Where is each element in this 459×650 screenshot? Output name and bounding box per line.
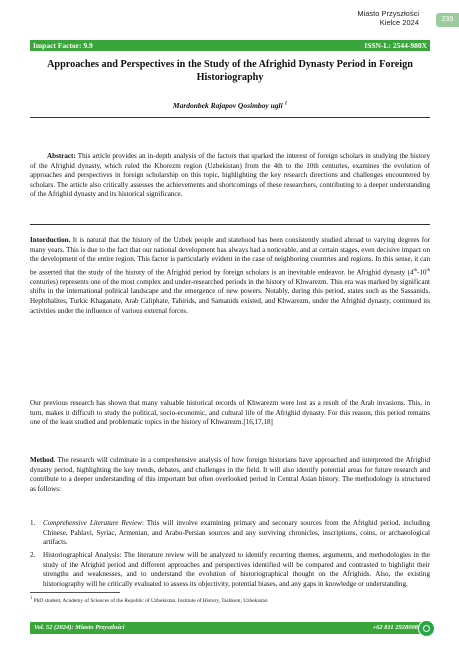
header-bar [30,40,430,51]
divider-top [30,117,430,118]
footnote [30,595,268,604]
intro-text-a: It is natural that the history of the Uzbek people and statehood has been consistently studied abroad to varying degrees for many years. This is due to the fact that our national development has always had a noticeable, and at certain stages, even decisive impact on the development of the entire region. This factor is particularly evident in the case of neighboring countries and regions. In this sense, it can be asserted that the study of the history of the Afrighid period by foreign scholars is an inevitable endeavor. he Afrighid dynasty (4 [30,236,430,277]
introduction [30,236,430,316]
author-footnote-marker: 1 [284,101,288,107]
volume-info: Vol. 52 (2024): Miasto Przyszłości [34,624,125,631]
list-item-label: Comprehensive Literature Review [43,519,142,527]
method-text: . The research will culminate in a comprehensive analysis of how foreign historians have approached and interpreted the Afrighid dynasty period, highlighting the key trends, debates, and challenges in the field. It will also identify potential areas for future research and contribute to a deeper understanding of this important but often overlooked period in Central Asian history. The methodology is structured as follows: [30,456,430,493]
list-item-number: 1. [30,519,36,527]
method-paragraph [30,456,430,494]
abstract-label: Abstract: [47,152,76,160]
phone-number: +62 811 2928008 [372,624,418,631]
list-item-text [43,519,430,548]
footnote-divider [30,592,120,593]
paragraph-2: Our previous research has shown that many valuable historical records of Khwarezm were lost as a result of the Arab invasions. This, in turn, makes it difficult to study the political, socio-economic, and cultural life of the Afrighid dynasty. For this reason, this period remains one of the least studied and problematic topics in the history of Khwarezm.[16,17,18] [30,399,430,427]
journal-title: Miasto Przyszłości [357,9,419,18]
journal-city-year: Kielce 2024 [379,18,419,27]
method-label: Method [30,456,54,464]
issn: ISSN-L: 2544-980X [364,41,427,50]
intro-label: Intorduction. [30,236,71,244]
list-item-body: : This will involve examining primary and seconary sources from the Afrighid period, including Chinese, Pahlavi, Syriac, Armenian, and Arabo-Persian sources and any surviving chronicles, inscriptions, coins, or archaeological artifacts. [43,519,430,547]
list-item-body: Historiographical Analysis: The literature review will be analyzed to identify recurring themes, arguments, and methodologies in the study of the Afrighid period and different approaches and perspectives identified will be compared and contrasted to highlight their strengths and weaknesses, and to understand the evolution of historiographical thought on the Afrighids. Also, the existing historiography will be critically evaluated to assess its objectivity, potential biases, and any gaps in knowledge or understanding. [43,551,430,588]
intro-text-b: centuries) represents one of the most complex and under-researched periods in the history of Khwarezm. This era was marked by significant shifts in the international political landscape and the emergence of new powers. Notably, during this period, states such as the Sassanids, Hephthalites, Turkic Khaganate, Arab Caliphate, Tahirids, and Samanids existed, and Khwarezm, under the Afrighid dynasty, continued its activities under the influence of various external forces. [30,277,430,315]
footer-bar [30,622,430,634]
footnote-marker: 1 [30,595,33,600]
intro-sup-1: th [413,266,418,272]
abstract [30,152,430,200]
page-number: 235 [436,13,459,27]
footnote-text: PhD student, Academy of Sciences of the Republic of Uzbekistan, Institute of History, Tashkent, Uzbekistan [33,597,268,604]
divider-abstract [30,224,430,225]
author-name: Mardonbek Rajapov Qosimboy ugli [172,101,283,110]
list-item-number: 2. [30,551,36,559]
intro-sup-2: th [426,266,430,272]
article-title: Approaches and Perspectives in the Study of the Afrighid Dynasty Period in Foreign Historiography [47,59,413,83]
impact-factor: Impact Factor: 9.9 [33,41,93,50]
intro-mid: -10 [417,268,427,277]
whatsapp-icon[interactable] [418,620,435,637]
abstract-text: This article provides an in-depth analysis of the factors that sparked the interest of foreign scholars in studying the history of the Afrighid dynasty, which ruled the Khorezm region (Uzbekistan) from the 4th to the 10th centuries, examines the evolution of approaches and perspectives in foreign scholarship on this topic, highlighting the key research directions and challenges encountered by scholars. The article also critically assesses the achievements and shortcomings of these researchers, contributing to a deeper understanding of the Afrighid dynasty and its historical significance. [30,152,430,199]
journal-name [357,9,419,27]
author [30,101,430,110]
